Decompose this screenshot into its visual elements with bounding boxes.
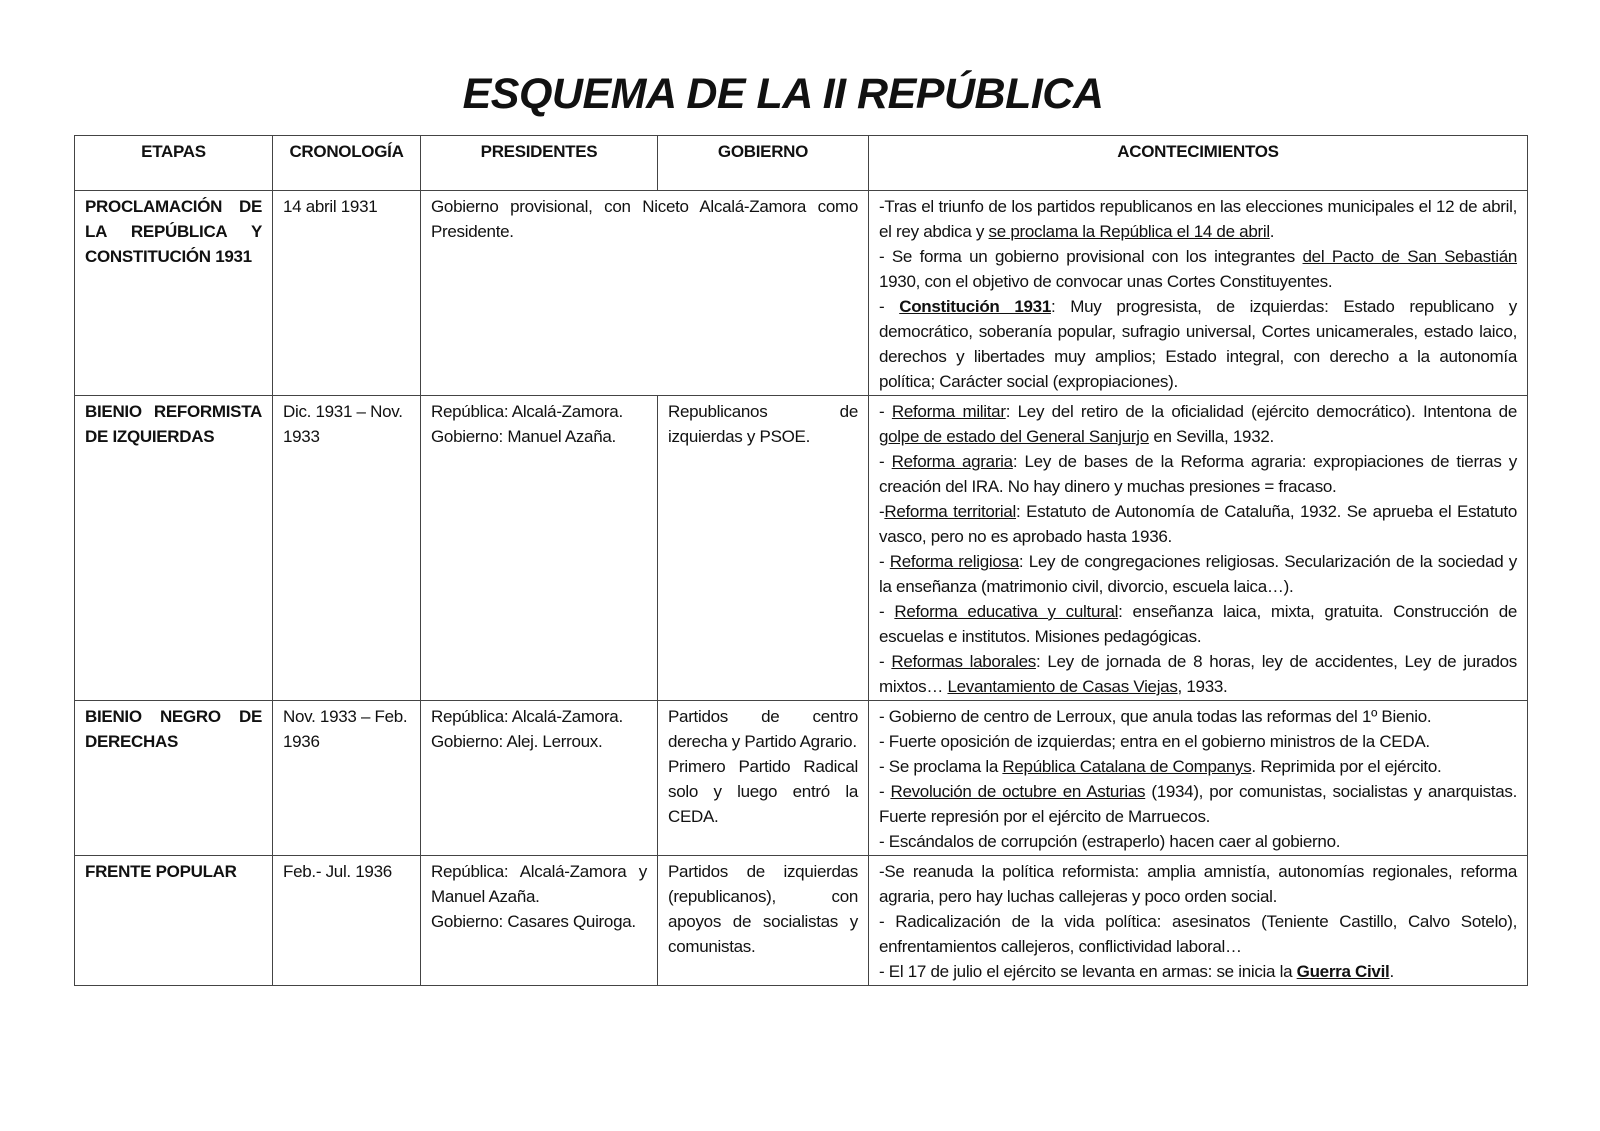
header-cronologia: CRONOLOGÍA xyxy=(273,136,421,191)
header-row xyxy=(75,136,1528,191)
acontecimientos-cell xyxy=(869,191,1528,396)
underlined-text: Reforma educativa y cultural xyxy=(894,602,1119,621)
cronologia-cell: Nov. 1933 – Feb. 1936 xyxy=(273,701,421,856)
etapa-cell: FRENTE POPULAR xyxy=(75,856,273,986)
page-title: ESQUEMA DE LA II REPÚBLICA xyxy=(462,70,1104,118)
header-presidentes: PRESIDENTES xyxy=(421,136,658,191)
event-text: : enseñanza laica, mixta, gratuita. Construcción de escuelas e institutos. Misiones pedagógicas. xyxy=(879,602,1518,646)
underlined-text: Reformas laborales xyxy=(891,652,1036,671)
event-text: : Ley de congregaciones religiosas. Secularización de la sociedad y la enseñanza (matrimonio civil, divorcio, escuela laica…). xyxy=(879,552,1517,596)
event-text: - xyxy=(879,297,900,316)
event-item xyxy=(879,449,1517,499)
gobierno-cell: Partidos de izquierdas (republicanos), con apoyos de socialistas y comunistas. xyxy=(658,856,869,986)
event-text: . xyxy=(1389,962,1394,981)
underlined-text: Revolución de octubre en Asturias xyxy=(890,782,1146,801)
underlined-text: Guerra Civil xyxy=(1296,962,1390,981)
event-text: - Fuerte oposición de izquierdas; entra en el gobierno ministros de la CEDA. xyxy=(879,732,1430,751)
acontecimientos-cell xyxy=(869,396,1528,701)
underlined-text: Reforma territorial xyxy=(884,502,1017,521)
header-acontecimientos: ACONTECIMIENTOS xyxy=(869,136,1528,191)
event-text: : Ley de jornada de 8 horas, ley de accidentes, Ley de jurados mixtos… xyxy=(879,652,1517,696)
etapa-cell: BIENIO REFORMISTA DE IZQUIERDAS xyxy=(75,396,273,701)
underlined-text: se proclama la República el 14 de abril xyxy=(988,222,1270,241)
presidentes-cell xyxy=(421,856,658,986)
presidentes-cell xyxy=(421,701,658,856)
cell-line: República: Alcalá-Zamora y Manuel Azaña. xyxy=(431,862,647,906)
event-text: : Muy progresista, de izquierdas: Estado republicano y democrático, soberanía popular, sufragio universal, Cortes unicamerales, estado laico, derechos y libertades muy amplios; Estado integral, con derecho a la autonomía política; Carácter social (expropiaciones). xyxy=(879,297,1517,391)
cell-line: Gobierno: Casares Quiroga. xyxy=(431,912,636,931)
event-item xyxy=(879,599,1517,649)
cronologia-cell: Dic. 1931 – Nov. 1933 xyxy=(273,396,421,701)
event-text: - xyxy=(879,552,890,571)
acontecimientos-cell xyxy=(869,701,1528,856)
event-item xyxy=(879,829,1517,854)
summary-table xyxy=(74,135,1528,986)
event-item xyxy=(879,909,1517,959)
event-text: , 1933. xyxy=(1177,677,1228,696)
event-text: - xyxy=(879,602,895,621)
gobierno-cell xyxy=(658,701,869,856)
event-item xyxy=(879,859,1517,909)
cronologia-cell: Feb.- Jul. 1936 xyxy=(273,856,421,986)
event-item xyxy=(879,294,1517,394)
etapa-cell: PROCLAMACIÓN DE LA REPÚBLICA Y CONSTITUCIÓN 1931 xyxy=(75,191,273,396)
event-text: : Ley de bases de la Reforma agraria: expropiaciones de tierras y creación del IRA. No hay dinero y muchas presiones = fracaso. xyxy=(879,452,1517,496)
event-text: - Se proclama la xyxy=(879,757,1003,776)
event-text: 1930, con el objetivo de convocar unas Cortes Constituyentes. xyxy=(879,272,1333,291)
cell-line: Gobierno: Manuel Azaña. xyxy=(431,427,616,446)
event-item xyxy=(879,499,1517,549)
table-row xyxy=(75,701,1528,856)
event-text: - xyxy=(879,452,892,471)
underlined-text: Reforma militar xyxy=(891,402,1006,421)
event-item xyxy=(879,244,1517,294)
table-row xyxy=(75,396,1528,701)
cell-line: Partidos de centro derecha y Partido Agrario. xyxy=(668,707,858,751)
cell-line: República: Alcalá-Zamora. xyxy=(431,402,623,421)
event-text: . xyxy=(1269,222,1275,241)
event-text: : Ley del retiro de la oficialidad (ejército democrático). Intentona de xyxy=(1005,402,1517,421)
event-item xyxy=(879,779,1517,829)
event-text: -Tras el triunfo de los partidos republicanos en las elecciones municipales el 12 de abril, el rey abdica y xyxy=(879,197,1517,241)
event-item xyxy=(879,729,1517,754)
presidentes-cell: Gobierno provisional, con Niceto Alcalá-Zamora como Presidente. xyxy=(421,191,869,396)
underlined-text: del Pacto de San Sebastián xyxy=(1302,247,1517,266)
event-text: - Gobierno de centro de Lerroux, que anula todas las reformas del 1º Bienio. xyxy=(879,707,1432,726)
table-row xyxy=(75,191,1528,396)
event-item xyxy=(879,194,1517,244)
event-text: (1934), por comunistas, socialistas y anarquistas. Fuerte represión por el ejército de Marruecos. xyxy=(879,782,1517,826)
underlined-text: Constitución 1931 xyxy=(899,297,1051,316)
event-text: - xyxy=(879,402,892,421)
event-text: - xyxy=(879,782,891,801)
underlined-text: Reforma agraria xyxy=(891,452,1013,471)
event-item xyxy=(879,649,1517,699)
underlined-text: Levantamiento de Casas Viejas xyxy=(947,677,1178,696)
event-item xyxy=(879,549,1517,599)
presidentes-cell xyxy=(421,396,658,701)
event-text: -Se reanuda la política reformista: amplia amnistía, autonomías regionales, reforma agraria, pero hay luchas callejeras y poco orden social. xyxy=(879,862,1517,906)
underlined-text: República Catalana de Companys xyxy=(1002,757,1252,776)
event-text: - El 17 de julio el ejército se levanta en armas: se inicia la xyxy=(879,962,1297,981)
header-etapas: ETAPAS xyxy=(75,136,273,191)
cronologia-cell: 14 abril 1931 xyxy=(273,191,421,396)
table-row xyxy=(75,856,1528,986)
event-text: - xyxy=(879,502,885,521)
event-text: - Se forma un gobierno provisional con los integrantes xyxy=(879,247,1303,266)
event-item xyxy=(879,704,1517,729)
event-text: - xyxy=(879,652,892,671)
cell-line: Gobierno: Alej. Lerroux. xyxy=(431,732,603,751)
event-text: - Escándalos de corrupción (estraperlo) hacen caer al gobierno. xyxy=(879,832,1341,851)
header-gobierno: GOBIERNO xyxy=(658,136,869,191)
acontecimientos-cell xyxy=(869,856,1528,986)
underlined-text: Reforma religiosa xyxy=(889,552,1019,571)
gobierno-cell: Republicanos de izquierdas y PSOE. xyxy=(658,396,869,701)
event-text: . Reprimida por el ejército. xyxy=(1251,757,1442,776)
cell-line: Primero Partido Radical solo y luego entró la CEDA. xyxy=(668,757,858,826)
event-item xyxy=(879,754,1517,779)
underlined-text: golpe de estado del General Sanjurjo xyxy=(879,427,1149,446)
cell-line: República: Alcalá-Zamora. xyxy=(431,707,623,726)
event-text: - Radicalización de la vida política: asesinatos (Teniente Castillo, Calvo Sotelo), enfrentamientos callejeros, conflictividad laboral… xyxy=(879,912,1517,956)
event-text: en Sevilla, 1932. xyxy=(1148,427,1274,446)
etapa-cell: BIENIO NEGRO DE DERECHAS xyxy=(75,701,273,856)
event-item xyxy=(879,959,1517,984)
event-text: : Estatuto de Autonomía de Cataluña, 1932. Se aprueba el Estatuto vasco, pero no es aprobado hasta 1936. xyxy=(879,502,1517,546)
event-item xyxy=(879,399,1517,449)
